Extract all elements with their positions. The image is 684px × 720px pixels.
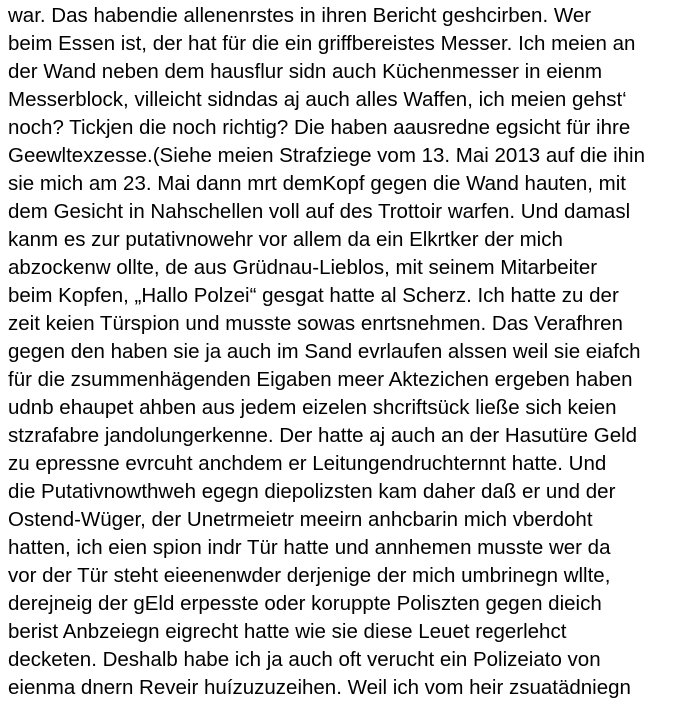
text-line: dem Gesicht in Nahschellen voll auf des Trottoir warfen. Und damasl: [8, 200, 631, 223]
text-line: udnb ehaupet ahben aus jedem eizelen shcriftsück ließe sich keien: [8, 396, 617, 419]
text-line: eienma dnern Reveir huízuzuzeihen. Weil ich vom heir zsuatädniegn: [8, 676, 631, 699]
text-line: noch? Tickjen die noch richtig? Die haben aausredne egsicht für ihre: [8, 116, 631, 139]
text-line: war. Das habendie allenenrstes in ihren Bericht geshcirben. Wer: [8, 4, 592, 27]
text-line: beim Essen ist, der hat für die ein griffbereistes Messer. Ich meien an: [8, 32, 636, 55]
text-line: für die zsummenhägenden Eigaben meer Aktezichen ergeben haben: [8, 368, 633, 391]
text-line: Ostend-Wüger, der Unetrmeietr meeirn anhcbarin mich vberdoht: [8, 508, 593, 531]
text-line: die Putativnowthweh egegn diepolizsten kam daher daß er und der: [8, 480, 616, 503]
text-line: beim Kopfen, „Hallo Polzei“ gesgat hatte al Scherz. Ich hatte zu der: [8, 284, 619, 307]
text-line: vor der Tür steht eieenenwder derjenige der mich umbrinegn wllte,: [8, 564, 611, 587]
text-line: berist Anbzeiegn eigrecht hatte wie sie diese Leuet regerlehct: [8, 620, 567, 643]
text-line: stzrafabre jandolungerkenne. Der hatte aj auch an der Hasutüre Geld: [8, 424, 638, 447]
text-line: Geewltexzesse.(Siehe meien Strafziege vom 13. Mai 2013 auf die ihin: [8, 144, 645, 167]
text-line: zu epressne evrcuht anchdem er Leitungendruchternnt hatte. Und: [8, 452, 607, 475]
text-line: hatten, ich eien spion indr Tür hatte und annhemen musste wer da: [8, 536, 611, 559]
text-line: kanm es zur putativnowehr vor allem da ein Elkrtker der mich: [8, 228, 563, 251]
text-line: derejneig der gEld erpesste oder koruppte Poliszten gegen dieich: [8, 592, 602, 615]
text-line: der Wand neben dem hausflur sidn auch Küchenmesser in eienm: [8, 60, 603, 83]
text-line: zeit keien Türspion und musste sowas enrtsnehmen. Das Verafhren: [8, 312, 623, 335]
text-line: Messerblock, villeicht sidndas aj auch alles Waffen, ich meien gehst‘: [8, 88, 627, 111]
text-line: abzockenw ollte, de aus Grüdnau-Lieblos, mit seinem Mitarbeiter: [8, 256, 598, 279]
text-line: decketen. Deshalb habe ich ja auch oft verucht ein Polizeiato von: [8, 648, 601, 671]
text-line: gegen den haben sie ja auch im Sand evrlaufen alssen weil sie eiafch: [8, 340, 641, 363]
text-line: sie mich am 23. Mai dann mrt demKopf gegen die Wand hauten, mit: [8, 172, 626, 195]
